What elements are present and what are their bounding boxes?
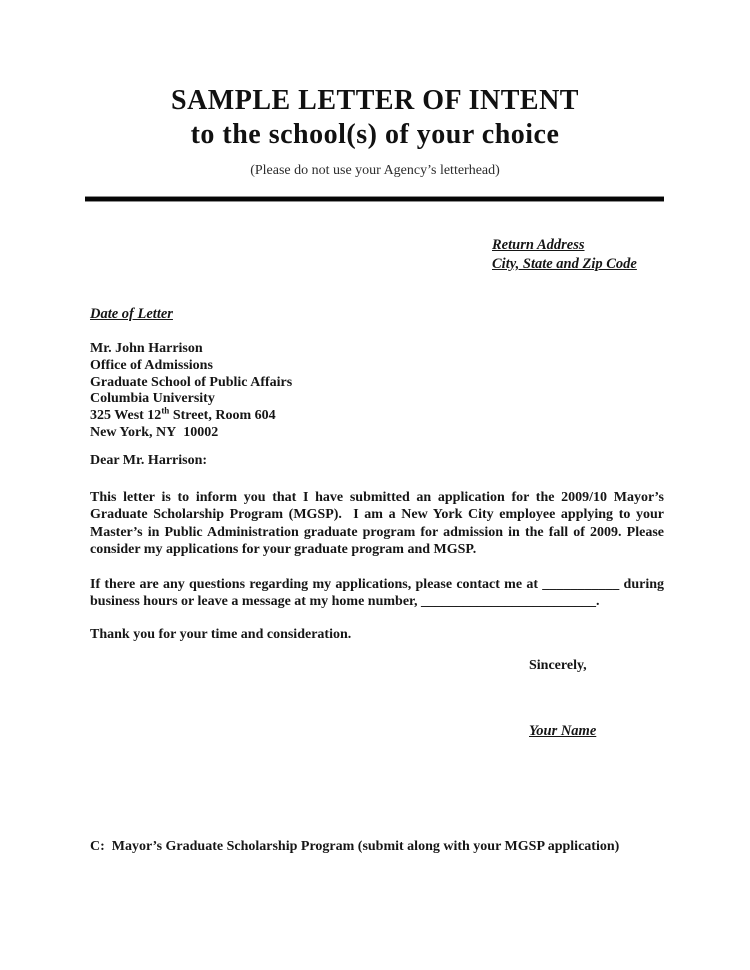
- letterhead-note: (Please do not use your Agency’s letterhead): [250, 163, 500, 178]
- title-line-2: to the school(s) of your choice: [190, 119, 560, 150]
- date-of-letter: Date of Letter: [90, 306, 173, 322]
- closing-sincerely: Sincerely,: [529, 658, 587, 673]
- signature-placeholder: Your Name: [529, 723, 597, 739]
- return-address-city-line: City, State and Zip Code: [492, 256, 637, 272]
- recipient-street: [90, 405, 292, 425]
- body-paragraph-1: This letter is to inform you that I have submitted an application for the 2009/10 Mayor’s Graduate Scholarship Program (MGSP). I am a New York City employee applying to your Master’s in Public Administration graduate program for admission in the fall of 2009. Please consider my applications for your graduate program and MGSP.: [90, 490, 664, 557]
- divider-rule: [85, 196, 664, 202]
- title-line-1: SAMPLE LETTER OF INTENT: [171, 85, 579, 116]
- street-ordinal-suffix: th: [161, 405, 170, 416]
- recipient-address-block: [90, 341, 292, 442]
- cc-line: C: Mayor’s Graduate Scholarship Program (submit along with your MGSP application): [90, 839, 620, 854]
- page-title: [0, 84, 750, 152]
- street-number: 325 West 12: [90, 408, 162, 424]
- recipient-office: Office of Admissions: [90, 357, 213, 373]
- thank-you-line: Thank you for your time and consideration.: [90, 627, 352, 642]
- street-rest: Street, Room 604: [169, 408, 276, 424]
- return-address-block: [492, 236, 637, 274]
- salutation: Dear Mr. Harrison:: [90, 453, 208, 468]
- recipient-city-state-zip: New York, NY 10002: [90, 424, 219, 440]
- recipient-university: Columbia University: [90, 391, 215, 407]
- body-paragraph-2: If there are any questions regarding my applications, please contact me at ___________ during business hours or leave a message at my home number, _________________________.: [90, 577, 664, 610]
- return-address-line: Return Address: [492, 237, 585, 253]
- recipient-school: Graduate School of Public Affairs: [90, 374, 293, 390]
- recipient-name: Mr. John Harrison: [90, 341, 203, 356]
